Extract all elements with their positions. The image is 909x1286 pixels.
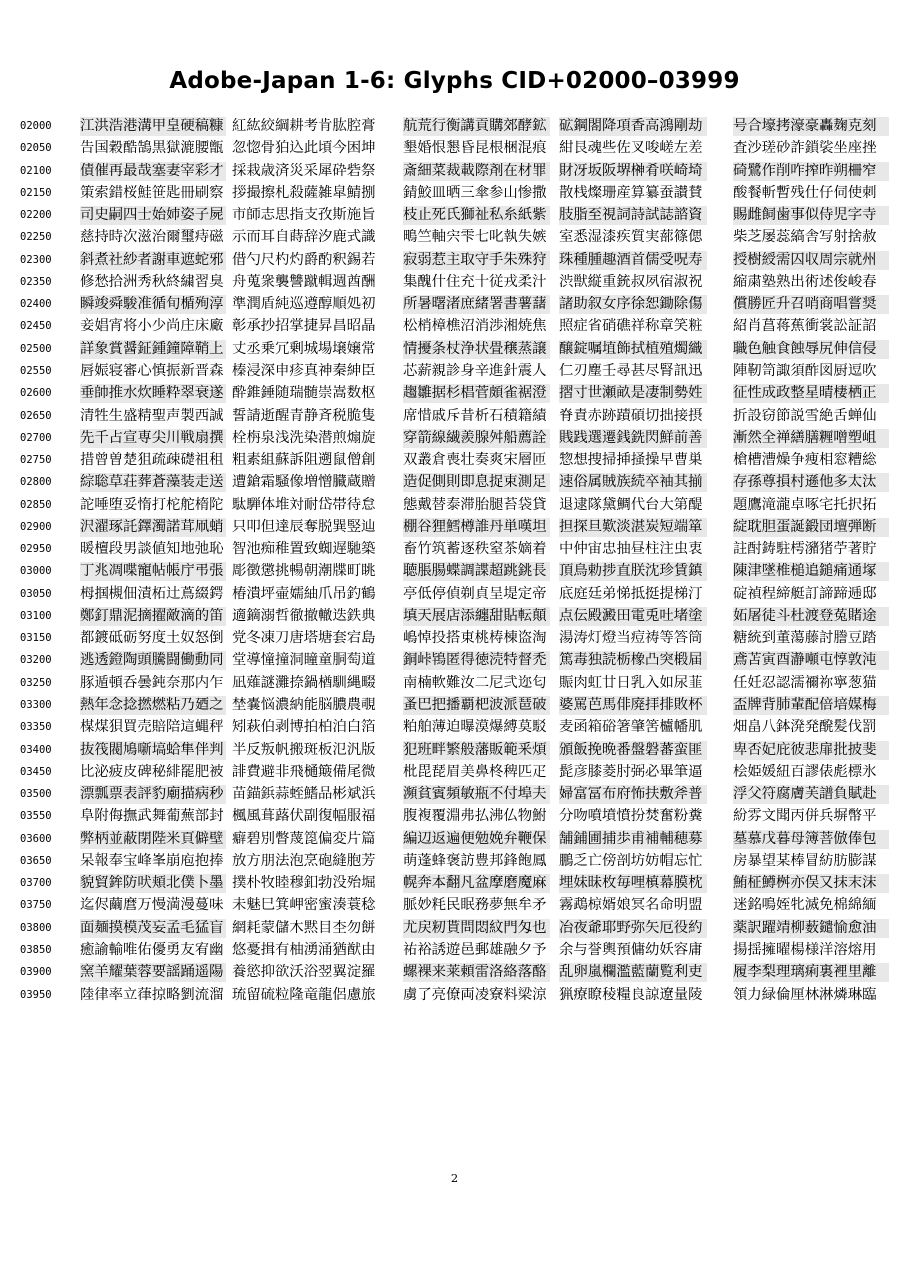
glyph-block: 堂導憧撞洞瞳童胴萄道 — [232, 651, 379, 670]
glyph-block: 償勝匠升召哨商唱嘗奨 — [733, 295, 889, 314]
glyph-block: 嶋悼投搭東桃梼棟盗淘 — [403, 630, 547, 647]
cid-label: 03650 — [20, 854, 52, 867]
cid-label: 02250 — [20, 231, 52, 244]
glyph-block: 面麺摸模茂妄孟毛猛盲 — [80, 919, 226, 938]
glyph-block: 枝止死氏獅祉私糸紙紫 — [403, 206, 550, 225]
cid-label: 03750 — [20, 899, 52, 912]
glyph-block: 矧萩伯剥博拍柏泊白箔 — [232, 719, 376, 736]
glyph-block: 錆鮫皿晒三傘参山惨撒 — [403, 184, 547, 201]
glyph-block: 南楠軟難汝二尼弐迩匂 — [403, 674, 547, 691]
glyph-block: 担探旦歎淡湛炭短端箪 — [559, 518, 707, 537]
glyph-block: 網耗蒙儲木黙目杢勿餅 — [232, 919, 379, 938]
glyph-block: 賑肉虹廿日乳入如尿韮 — [559, 674, 703, 691]
glyph-block: 幌奔本翻凡盆摩磨魔麻 — [403, 874, 550, 893]
cid-label: 03950 — [20, 988, 52, 1001]
glyph-block: 豚遁頓呑曇鈍奈那内乍 — [80, 674, 224, 691]
glyph-block: 駄騨体堆対耐岱帯待怠 — [232, 496, 376, 513]
glyph-block: 室悉湿漆疾質実蔀篠偲 — [559, 229, 703, 246]
glyph-block: 態戴替泰滞胎腿苔袋貸 — [403, 496, 547, 513]
glyph-block: 双叢倉喪壮奏爽宋層匝 — [403, 452, 547, 469]
glyph-block: 妾娼宵将小少尚庄床廠 — [80, 318, 224, 335]
glyph-block: 賜雌飼歯事似侍児字寺 — [733, 206, 889, 225]
glyph-block: 桧姫媛紐百謬俵彪標氷 — [733, 763, 877, 780]
cid-label: 02100 — [20, 164, 52, 177]
cid-label: 02850 — [20, 498, 52, 511]
glyph-block: 瀕貧賓頻敏瓶不付埠夫 — [403, 785, 550, 804]
glyph-block: 髭彦膝菱肘弼必畢筆逼 — [559, 763, 703, 780]
glyph-block: 紛雰文聞丙併兵塀幣平 — [733, 808, 877, 825]
glyph-block: 頒飯挽晩番盤磐蕃蛮匪 — [559, 741, 707, 760]
glyph-block: 榛浸深申疹真神秦紳臣 — [232, 362, 376, 379]
cid-label: 02150 — [20, 186, 52, 199]
glyph-block: 紹肖菖蒋蕉衝裳訟証詔 — [733, 318, 877, 335]
glyph-block: 紺艮魂些佐叉唆嵯左差 — [559, 140, 703, 157]
cid-label: 02700 — [20, 431, 52, 444]
glyph-block: 市師志思指支孜斯施旨 — [232, 206, 379, 225]
glyph-block: 修愁拾洲秀秋終繍習臭 — [80, 273, 224, 290]
glyph-block: 冶夜爺耶野弥矢厄役約 — [559, 919, 707, 938]
glyph-block: 枇毘琵眉美鼻柊稗匹疋 — [403, 763, 547, 780]
glyph-block: 浮父符腐膚芙譜負賦赴 — [733, 785, 889, 804]
cid-label: 03200 — [20, 654, 52, 667]
cid-label: 03350 — [20, 721, 52, 734]
glyph-block: 琉留硫粒隆竜龍侶慮旅 — [232, 986, 376, 1003]
glyph-block: 策索錯桜鮭笹匙冊刷察 — [80, 184, 224, 201]
glyph-block: 賎践選遷銭銑閃鮮前善 — [559, 429, 707, 448]
glyph-block: 撲朴牧睦穆釦勃没殆堀 — [232, 874, 379, 893]
glyph-block: 犯班畔繁般藩販範釆煩 — [403, 741, 550, 760]
glyph-block: 丈丞乗冗剰城場壌嬢常 — [232, 340, 379, 359]
cid-label: 03400 — [20, 743, 52, 756]
glyph-block: 栓栴泉浅洗染潜煎煽旋 — [232, 429, 379, 448]
glyph-block: 彰承抄招掌捷昇昌昭晶 — [232, 318, 376, 335]
glyph-block: 職色触食蝕辱尻伸信侵 — [733, 340, 889, 359]
glyph-block: 垂帥推水炊睡粋翠衰遂 — [80, 384, 226, 403]
glyph-block: 折設窃節説雪絶舌蝉仙 — [733, 407, 877, 424]
cid-label: 02900 — [20, 520, 52, 533]
glyph-block: 暖檀段男談値知地弛恥 — [80, 541, 224, 558]
glyph-block: 号合壕拷濠豪轟麹克刻 — [733, 117, 889, 136]
glyph-block: 椿潰坪壷嬬紬爪吊釣鶴 — [232, 585, 376, 602]
glyph-block: 征性成政整星晴棲栖正 — [733, 384, 889, 403]
glyph-block: 半反叛帆搬斑板氾汎版 — [232, 741, 379, 760]
glyph-block: 亭低停偵剃貞呈堤定帝 — [403, 585, 547, 602]
glyph-block: 肢脂至視詞詩試誌諮資 — [559, 206, 707, 225]
glyph-block: 霧鵡椋婿娘冥名命明盟 — [559, 897, 703, 914]
glyph-block: 猟療瞭稜糧良諒遼量陵 — [559, 986, 703, 1003]
glyph-block: 埜嚢悩濃納能脳膿農覗 — [232, 696, 379, 715]
glyph-block: 分吻噴墳憤扮焚奮粉糞 — [559, 808, 703, 825]
cid-label: 03450 — [20, 765, 52, 778]
glyph-block: 査沙瑳砂詐鎖裟坐座挫 — [733, 140, 877, 157]
glyph-block: 癖碧別瞥蔑箆偏変片篇 — [232, 830, 379, 849]
glyph-block: 財冴坂阪堺榊肴咲崎埼 — [559, 162, 707, 181]
cid-label: 02000 — [20, 120, 52, 132]
glyph-block: 諸助叙女序徐恕鋤除傷 — [559, 295, 707, 314]
glyph-block: 情擾条杖浄状畳穣蒸譲 — [403, 340, 550, 359]
glyph-block: 養慾抑欲沃浴翌翼淀羅 — [232, 963, 379, 982]
cid-label: 02750 — [20, 454, 52, 467]
glyph-block: 借勺尺杓灼爵酌釈錫若 — [232, 251, 379, 270]
glyph-block: 砿鋼閤降項香高鴻剛劫 — [559, 117, 707, 136]
glyph-block: 採栽歳済災采犀砕砦祭 — [232, 162, 379, 181]
glyph-block: 江洪浩港溝甲皇硬稿糠 — [80, 117, 226, 136]
page-title: Adobe-Japan 1-6: Glyphs CID+02000–03999 — [169, 68, 740, 94]
glyph-block: 漸然全禅繕膳糎噌塑岨 — [733, 429, 889, 448]
glyph-block: 先千占宣専尖川戦扇撰 — [80, 429, 226, 448]
glyph-block: 中仲宙忠抽昼柱注虫衷 — [559, 541, 703, 558]
glyph-block: 呆報奉宝峰峯崩庖抱捧 — [80, 852, 224, 869]
glyph-block: 唇娠寝審心慎振新晋森 — [80, 362, 224, 379]
glyph-block: 癒諭輸唯佑優勇友宥幽 — [80, 941, 224, 958]
cid-label: 03250 — [20, 676, 52, 689]
glyph-block: 点伝殿澱田電兎吐堵塗 — [559, 607, 707, 626]
glyph-block: 貌貿鉾防吠頬北僕卜墨 — [80, 874, 226, 893]
glyph-block: 準潤盾純巡遵醇順処初 — [232, 295, 379, 314]
glyph-block: 祐裕誘遊邑郵雄融夕予 — [403, 941, 547, 958]
cid-label: 02600 — [20, 387, 52, 400]
glyph-block: 債催再最哉塞妻宰彩才 — [80, 162, 226, 181]
glyph-block: 司史嗣四士始姉姿子屍 — [80, 206, 226, 225]
cid-label: 03850 — [20, 943, 52, 956]
cid-label: 03300 — [20, 699, 52, 712]
glyph-block: 薬訳躍靖柳薮鑓愉愈油 — [733, 919, 889, 938]
cid-label: 03100 — [20, 609, 52, 622]
glyph-block: 縮粛塾熟出術述俊峻春 — [733, 273, 877, 290]
cid-label: 02050 — [20, 142, 52, 155]
cid-label: 02350 — [20, 275, 52, 288]
glyph-block: 党冬凍刀唐塔塘套宕島 — [232, 630, 376, 647]
glyph-block: 阜附侮撫武舞葡蕪部封 — [80, 808, 224, 825]
glyph-block: 照症省硝礁祥称章笑粧 — [559, 318, 703, 335]
glyph-block: 鳶苫寅酉瀞噸屯惇敦沌 — [733, 651, 889, 670]
glyph-block: 仁刃塵壬尋甚尽腎訊迅 — [559, 362, 703, 379]
glyph-block: 穿箭線繊羨腺舛船薦詮 — [403, 429, 550, 448]
glyph-block: 酸餐斬暫残仕仔伺使刺 — [733, 184, 877, 201]
glyph-block: 題鷹滝瀧卓啄宅托択拓 — [733, 496, 877, 513]
glyph-block: 鴫竺軸宍雫七叱執失嫉 — [403, 229, 547, 246]
cid-label: 02550 — [20, 364, 52, 377]
glyph-block: 丁兆凋喋寵帖帳庁弔張 — [80, 562, 226, 581]
glyph-block: 誹費避非飛樋簸備尾微 — [232, 763, 376, 780]
glyph-block: 螺裸来莱頼雷洛絡落酪 — [403, 963, 550, 982]
glyph-block: 綻耽胆蛋誕鍛団壇弾断 — [733, 518, 889, 537]
glyph-block: 舗鋪圃捕歩甫補輔穂募 — [559, 830, 707, 849]
glyph-block: 造促側則即息捉束測足 — [403, 473, 550, 492]
glyph-block: 婦富冨布府怖扶敷斧普 — [559, 785, 707, 804]
glyph-block: 粕舶薄迫曝漠爆縛莫駁 — [403, 719, 547, 736]
glyph-block: 綜聡草荘葬蒼藻装走送 — [80, 473, 226, 492]
glyph-block: 抜筏閥鳩噺塙蛤隼伴判 — [80, 741, 226, 760]
glyph-block: 槍槽漕燥争痩相窓糟総 — [733, 452, 877, 469]
glyph-block: 舟蒐衆襲讐蹴輯週酋酬 — [232, 273, 376, 290]
glyph-block: 集醜什住充十従戎柔汁 — [403, 273, 547, 290]
glyph-block: 畑畠八鉢溌発醗髪伐罰 — [733, 719, 877, 736]
glyph-block: 編辺返遍便勉娩弁鞭保 — [403, 830, 550, 849]
glyph-block: 悠憂揖有柚湧涌猶猷由 — [232, 941, 376, 958]
glyph-block: 頂鳥勅捗直朕沈珍賃鎮 — [559, 562, 707, 581]
glyph-block: 措曾曽楚狙疏疎礎祖租 — [80, 452, 224, 469]
cid-label: 03600 — [20, 832, 52, 845]
glyph-block: 拶撮擦札殺薩雑皐鯖捌 — [232, 184, 376, 201]
glyph-block: 酔錐錘随瑞髄崇嵩数枢 — [232, 384, 379, 403]
glyph-block: 漂瓢票表評豹廟描病秒 — [80, 785, 226, 804]
cid-label: 03700 — [20, 877, 52, 890]
page-number: 2 — [450, 1171, 459, 1185]
glyph-block: 領力緑倫厘林淋燐琳臨 — [733, 986, 877, 1003]
cid-label: 02500 — [20, 342, 52, 355]
glyph-block: 埋妹昧枚毎哩槙幕膜枕 — [559, 874, 707, 893]
glyph-block: 粗素組蘇訴阻遡鼠僧創 — [232, 452, 376, 469]
glyph-block: 脊責赤跡蹟碩切拙接摂 — [559, 407, 703, 424]
glyph-block: 速俗属賊族続卒袖其揃 — [559, 473, 707, 492]
glyph-block: 彫徴懲挑暢朝潮牒町眺 — [232, 562, 379, 581]
glyph-block: 誓請逝醒青静斉税脆隻 — [232, 407, 376, 424]
glyph-block: 腹複覆淵弗払沸仏物鮒 — [403, 808, 547, 825]
glyph-block: 適鏑溺哲徹撤轍迭鉄典 — [232, 607, 379, 626]
glyph-block: 告国穀酷鵠黒獄漉腰甑 — [80, 140, 224, 157]
glyph-block: 瞬竣舜駿准循旬楯殉淳 — [80, 295, 226, 314]
glyph-block: 脈妙粍民眠務夢無牟矛 — [403, 897, 547, 914]
glyph-block: 萌蓬蜂褒訪豊邦鋒飽鳳 — [403, 852, 547, 869]
glyph-block: 填天展店添纏甜貼転顛 — [403, 607, 550, 626]
cid-label: 02450 — [20, 320, 52, 333]
glyph-block: 妬屠徒斗杜渡登菟賭途 — [733, 607, 889, 626]
glyph-block: 渋獣縦重銃叔夙宿淑祝 — [559, 273, 703, 290]
cid-label: 03150 — [20, 632, 52, 645]
glyph-block: 房暴望某棒冒紡肪膨謀 — [733, 852, 877, 869]
glyph-block: 銅峠鴇匿得徳涜特督禿 — [403, 651, 550, 670]
cid-label: 02950 — [20, 543, 52, 556]
glyph-block: 授樹綬需囚収周宗就州 — [733, 251, 889, 270]
glyph-block: 智池痴稚置致蜘遅馳築 — [232, 541, 376, 558]
glyph-block: 碕鷺作削咋搾昨朔柵窄 — [733, 162, 889, 181]
glyph-block: 未魅巳箕岬密蜜湊蓑稔 — [232, 897, 376, 914]
glyph-block: 湯涛灯燈当痘祷等答筒 — [559, 630, 703, 647]
glyph-block: 虜了亮僚両凌寮料梁涼 — [403, 986, 547, 1003]
glyph-block: 斜煮社紗者謝車遮蛇邪 — [80, 251, 226, 270]
glyph-block: 陣靭笥諏須酢図厨逗吹 — [733, 362, 877, 379]
glyph-block: 尤戻籾貰問悶紋門匁也 — [403, 919, 550, 938]
glyph-block: 栂掴槻佃漬柘辻蔦綴鍔 — [80, 585, 224, 602]
glyph-block: 苗錨鋲蒜蛭鰭品彬斌浜 — [232, 785, 379, 804]
glyph-block: 蚤巴把播覇杷波派琶破 — [403, 696, 550, 715]
glyph-block: 履李梨理璃痢裏裡里離 — [733, 963, 889, 982]
glyph-block: 墾婚恨懇昏昆根梱混痕 — [403, 140, 547, 157]
glyph-block: 存孫尊損村遜他多太汰 — [733, 473, 889, 492]
glyph-block: 退逮隊黛鯛代台大第醍 — [559, 496, 703, 513]
glyph-block: 鮪柾鱒桝亦俣又抹末沫 — [733, 874, 889, 893]
glyph-block: 盃牌背肺輩配倍培媒梅 — [733, 696, 889, 715]
glyph-block: 詑唾堕妥惰打柁舵楕陀 — [80, 496, 224, 513]
glyph-block: 篤毒独読栃橡凸突椴届 — [559, 651, 707, 670]
glyph-block: 趨雛据杉椙菅頗雀裾澄 — [403, 384, 550, 403]
glyph-block: 慈持時次滋治爾璽痔磁 — [80, 229, 224, 246]
glyph-block: 迷銘鳴姪牝滅免棉綿緬 — [733, 897, 877, 914]
glyph-block: 碇禎程締艇訂諦蹄逓邸 — [733, 585, 877, 602]
glyph-block: 聴脹腸蝶調諜超跳銚長 — [403, 562, 550, 581]
cid-label: 03500 — [20, 788, 52, 801]
glyph-block: 卑否妃庇彼悲扉批披斐 — [733, 741, 889, 760]
glyph-block: 棚谷狸鱈樽誰丹単嘆坦 — [403, 518, 550, 537]
glyph-block: 惣想捜掃挿掻操早曹巣 — [559, 452, 703, 469]
glyph-block: 摺寸世瀬畝是凄制勢姓 — [559, 384, 707, 403]
glyph-block: 婆罵芭馬俳廃拝排敗杯 — [559, 696, 707, 715]
glyph-block: 珠種腫趣酒首儒受呪寿 — [559, 251, 707, 270]
glyph-block: 柴芝屡蕊縞舎写射捨赦 — [733, 229, 877, 246]
glyph-block: 窯羊耀葉蓉要謡踊遥陽 — [80, 963, 226, 982]
glyph-block: 註酎鋳駐樗瀦猪苧著貯 — [733, 541, 877, 558]
glyph-block: 迄侭繭麿万慢満漫蔓味 — [80, 897, 224, 914]
cid-label: 02200 — [20, 209, 52, 222]
glyph-block: 都鍍砥砺努度土奴怒倒 — [80, 630, 224, 647]
glyph-block: 席惜戚斥昔析石積籍績 — [403, 407, 547, 424]
glyph-block: 楳煤狽買売賠陪這蝿秤 — [80, 719, 224, 736]
glyph-block: 散桟燦珊産算纂蚕讃賛 — [559, 184, 703, 201]
glyph-block: 任妊忍認濡禰祢寧葱猫 — [733, 674, 877, 691]
cid-label: 02650 — [20, 409, 52, 422]
cid-label: 03800 — [20, 921, 52, 934]
glyph-block: 鄭釘鼎泥摘擢敵滴的笛 — [80, 607, 226, 626]
glyph-block: 放方朋法泡烹砲縫胞芳 — [232, 852, 376, 869]
glyph-block: 熱年念捻撚燃粘乃廼之 — [80, 696, 226, 715]
glyph-block: 底庭廷弟悌抵挺提梯汀 — [559, 585, 703, 602]
cid-label: 03550 — [20, 810, 52, 823]
glyph-block: 逃透鐙陶頭騰闘働動同 — [80, 651, 226, 670]
glyph-block: 松梢樟樵沼消渉湘焼焦 — [403, 318, 547, 335]
glyph-block: 凪薙謎灘捺鍋楢馴縄畷 — [232, 674, 376, 691]
glyph-block: 詳象賞醤鉦鍾鐘障鞘上 — [80, 340, 226, 359]
glyph-block: 芯薪親診身辛進針震人 — [403, 362, 547, 379]
glyph-block: 沢濯琢託鐸濁諾茸凧蛸 — [80, 518, 226, 537]
glyph-block: 陸律率立葎掠略劉流溜 — [80, 986, 224, 1003]
glyph-block: 余与誉輿預傭幼妖容庸 — [559, 941, 703, 958]
glyph-block: 弊柄並蔽閉陛米頁僻壁 — [80, 830, 226, 849]
glyph-block: 忽惚骨狛込此頃今困坤 — [232, 140, 376, 157]
glyph-block: 麦函箱硲箸肇筈櫨幡肌 — [559, 719, 703, 736]
cid-label: 03050 — [20, 587, 52, 600]
glyph-block: 比泌疲皮碑秘緋罷肥被 — [80, 763, 224, 780]
glyph-block: 遭鎗霜騒像増憎臓蔵贈 — [232, 473, 379, 492]
glyph-block: 揚揺擁曜楊様洋溶熔用 — [733, 941, 877, 958]
cid-label: 02300 — [20, 253, 52, 266]
glyph-block: 墓慕戊暮母簿菩倣俸包 — [733, 830, 889, 849]
glyph-block: 清牲生盛精聖声製西誠 — [80, 407, 224, 424]
glyph-block: 示而耳自蒔辞汐鹿式識 — [232, 229, 376, 246]
cid-label: 03000 — [20, 565, 52, 578]
cid-label: 02800 — [20, 476, 52, 489]
glyph-block: 醸錠嘱埴飾拭植殖燭織 — [559, 340, 707, 359]
glyph-block: 航荒行衡講貢購郊酵鉱 — [403, 117, 550, 136]
glyph-block: 糖統到董蕩藤討謄豆踏 — [733, 630, 877, 647]
glyph-block: 所暑曙渚庶緒署書薯藷 — [403, 295, 550, 314]
glyph-block: 斎細菜裁載際剤在材罪 — [403, 162, 550, 181]
glyph-block: 陳津墜椎槌追鎚痛通塚 — [733, 562, 889, 581]
glyph-block: 乱卵嵐欄濫藍蘭覧利吏 — [559, 963, 707, 982]
glyph-block: 畜竹筑蓄逐秩窒茶嫡着 — [403, 541, 547, 558]
glyph-block: 楓風葺蕗伏副復幅服福 — [232, 808, 376, 825]
glyph-block: 寂弱惹主取守手朱殊狩 — [403, 251, 550, 270]
glyph-block: 只叩但達辰奪脱巽竪辿 — [232, 518, 379, 537]
glyph-block: 鵬乏亡傍剖坊妨帽忘忙 — [559, 852, 703, 869]
glyph-block: 紅紘絞綱耕考肯肱腔膏 — [232, 117, 379, 136]
cid-label: 03900 — [20, 966, 52, 979]
cid-label: 02400 — [20, 298, 52, 311]
